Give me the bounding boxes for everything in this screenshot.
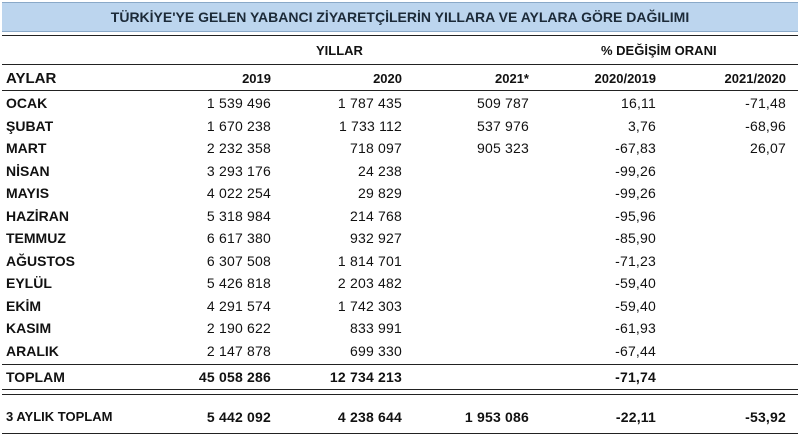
quarter-total-2020: 4 238 644: [337, 409, 402, 425]
cell-change-2020-2019: -59,40: [615, 275, 656, 291]
cell-2020: 1 742 303: [337, 298, 402, 314]
rule-header: [2, 64, 798, 65]
cell-change-2020-2019: 3,76: [627, 118, 656, 134]
month-label: EYLÜL: [6, 275, 52, 291]
cell-2019: 5 318 984: [206, 208, 271, 224]
month-label: OCAK: [6, 95, 48, 111]
cell-2020: 699 330: [349, 343, 402, 359]
cell-2020: 29 829: [357, 185, 402, 201]
rule-bottom: [2, 433, 798, 434]
total-2019: 45 058 286: [198, 369, 271, 385]
column-header-change-2020-2019: 2020/2019: [594, 71, 656, 86]
group-header-change: % DEĞİŞİM ORANI: [601, 43, 717, 58]
cell-2020: 1 814 701: [337, 253, 402, 269]
cell-change-2020-2019: -59,40: [615, 298, 656, 314]
quarter-total-change-2021-2020: -53,92: [745, 409, 786, 425]
quarter-total-change-2020-2019: -22,11: [615, 409, 656, 425]
cell-2021: 509 787: [476, 95, 529, 111]
cell-2020: 932 927: [349, 230, 402, 246]
cell-2020: 1 787 435: [337, 95, 402, 111]
month-label: ŞUBAT: [6, 118, 54, 134]
rule-top: [2, 35, 798, 36]
cell-2019: 3 293 176: [206, 163, 271, 179]
cell-2020: 2 203 482: [337, 275, 402, 291]
cell-2019: 2 147 878: [206, 343, 271, 359]
cell-2019: 5 426 818: [206, 275, 271, 291]
cell-2021: 905 323: [476, 140, 529, 156]
month-label: KASIM: [6, 320, 52, 336]
cell-change-2020-2019: 16,11: [621, 95, 656, 111]
cell-change-2020-2019: -71,23: [615, 253, 656, 269]
rule-under-header: [2, 90, 798, 91]
cell-change-2020-2019: -99,26: [615, 163, 656, 179]
column-header-2021: 2021*: [495, 71, 529, 86]
cell-2019: 2 190 622: [206, 320, 271, 336]
cell-2019: 6 307 508: [206, 253, 271, 269]
cell-2021: 537 976: [476, 118, 529, 134]
cell-change-2020-2019: -67,83: [615, 140, 656, 156]
cell-2019: 1 670 238: [206, 118, 271, 134]
cell-2019: 4 291 574: [206, 298, 271, 314]
month-label: AĞUSTOS: [6, 253, 75, 269]
quarter-total-2019: 5 442 092: [206, 409, 271, 425]
cell-2020: 718 097: [349, 140, 402, 156]
cell-change-2020-2019: -85,90: [615, 230, 656, 246]
quarter-total-2021: 1 953 086: [464, 409, 529, 425]
cell-2020: 24 238: [357, 163, 402, 179]
cell-change-2020-2019: -99,26: [615, 185, 656, 201]
total-label: TOPLAM: [6, 369, 65, 385]
cell-change-2020-2019: -61,93: [615, 320, 656, 336]
cell-change-2021-2020: -71,48: [745, 95, 786, 111]
cell-2020: 214 768: [349, 208, 402, 224]
month-label: TEMMUZ: [6, 230, 66, 246]
column-header-months: AYLAR: [6, 70, 57, 87]
cell-change-2021-2020: 26,07: [749, 140, 786, 156]
cell-change-2021-2020: -68,96: [745, 118, 786, 134]
group-header-years: YILLAR: [316, 43, 363, 58]
cell-2019: 6 617 380: [206, 230, 271, 246]
rule-after-total-1: [2, 389, 798, 390]
cell-2019: 2 232 358: [206, 140, 271, 156]
month-label: HAZİRAN: [6, 208, 69, 224]
month-label: ARALIK: [6, 343, 59, 359]
total-change-2020-2019: -71,74: [615, 369, 656, 385]
month-label: EKİM: [6, 298, 41, 314]
cell-2019: 4 022 254: [206, 185, 271, 201]
cell-change-2020-2019: -67,44: [615, 343, 656, 359]
rule-after-total-2: [2, 394, 798, 395]
rule-before-total: [2, 364, 798, 365]
cell-2020: 1 733 112: [338, 118, 402, 134]
column-header-change-2021-2020: 2021/2020: [724, 71, 786, 86]
total-2020: 12 734 213: [329, 369, 402, 385]
column-header-2019: 2019: [242, 71, 271, 86]
quarter-total-label: 3 AYLIK TOPLAM: [6, 409, 113, 424]
cell-2020: 833 991: [349, 320, 402, 336]
month-label: MART: [6, 140, 47, 156]
month-label: MAYIS: [6, 185, 50, 201]
cell-change-2020-2019: -95,96: [615, 208, 656, 224]
table-title: TÜRKİYE'YE GELEN YABANCI ZİYARETÇİLERİN YILLARA VE AYLARA GÖRE DAĞILIMI: [2, 2, 798, 32]
cell-2019: 1 539 496: [206, 95, 271, 111]
month-label: NİSAN: [6, 163, 50, 179]
column-header-2020: 2020: [373, 71, 402, 86]
